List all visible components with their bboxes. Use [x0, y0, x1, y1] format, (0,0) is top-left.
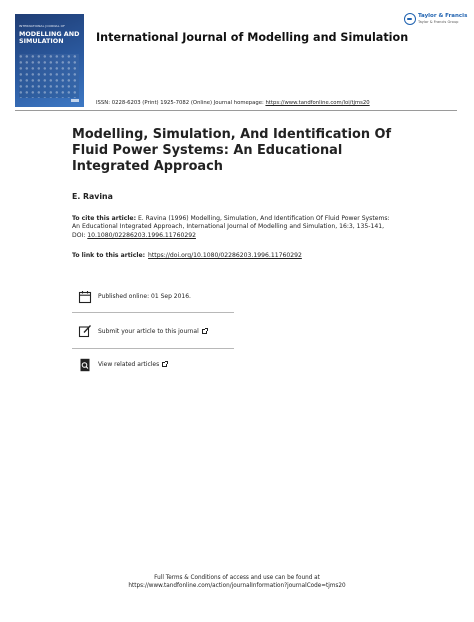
- submit-article-row[interactable]: [72, 321, 234, 351]
- citation-label: To cite this article:: [72, 215, 137, 222]
- article-title: Modelling, Simulation, And Identification Of Fluid Power Systems: An Educational Integrated Approach: [72, 127, 392, 174]
- journal-cover-image: [15, 14, 84, 107]
- article-link-line: [72, 252, 302, 259]
- edit-icon: [78, 324, 92, 338]
- footer-terms-text: Full Terms & Conditions of access and use can be found at: [154, 575, 320, 581]
- header-divider: [15, 110, 457, 111]
- related-articles-row[interactable]: [72, 355, 234, 385]
- cover-publisher-mark: [71, 99, 79, 102]
- journal-homepage-link[interactable]: https://www.tandfonline.com/loi/tjms20: [265, 100, 370, 106]
- citation-text: E. Ravina (1996) Modelling, Simulation, And Identification Of Fluid Power Systems: An Educational Integrated Approach, International Journal of Modelling and Simulation, 16:3, 135-141, DOI:: [72, 215, 390, 239]
- footer-terms: [0, 574, 474, 590]
- cover-line-top: INTERNATIONAL JOURNAL OF: [19, 24, 65, 28]
- article-link-label: To link to this article:: [72, 252, 146, 259]
- issn-text: ISSN: 0228-6203 (Print) 1925-7082 (Online) Journal homepage:: [96, 100, 266, 106]
- external-link-icon: [162, 362, 167, 367]
- submit-article-link[interactable]: [98, 328, 207, 335]
- article-doi-url[interactable]: https://doi.org/10.1080/02286203.1996.11760292: [148, 252, 302, 259]
- related-articles-label: View related articles: [98, 361, 160, 368]
- related-articles-icon: [78, 358, 92, 372]
- calendar-icon: [78, 290, 92, 304]
- citation-block: [72, 215, 392, 240]
- row-divider: [72, 312, 234, 313]
- external-link-icon: [202, 329, 207, 334]
- published-date: Published online: 01 Sep 2016.: [98, 293, 191, 300]
- footer-terms-link[interactable]: https://www.tandfonline.com/action/journalInformation?journalCode=tjms20: [128, 583, 346, 589]
- publisher-logo-name: Taylor & Francis: [418, 13, 468, 19]
- journal-title: International Journal of Modelling and Simulation: [96, 31, 409, 44]
- submit-article-label: Submit your article to this journal: [98, 328, 199, 335]
- publisher-logo-group: Taylor & Francis Group: [418, 20, 459, 24]
- publisher-logo-icon: [404, 13, 416, 25]
- doi-link[interactable]: 10.1080/02286203.1996.11760292: [87, 231, 196, 239]
- article-author: E. Ravina: [72, 192, 113, 201]
- cover-title-line-1: MODELLING AND: [19, 30, 80, 38]
- row-divider: [72, 348, 234, 349]
- related-articles-link[interactable]: [98, 361, 167, 368]
- cover-title-line-2: SIMULATION: [19, 37, 64, 45]
- publisher-logo: [404, 12, 468, 34]
- cover-graphic: [19, 54, 79, 98]
- issn-line: [96, 100, 370, 106]
